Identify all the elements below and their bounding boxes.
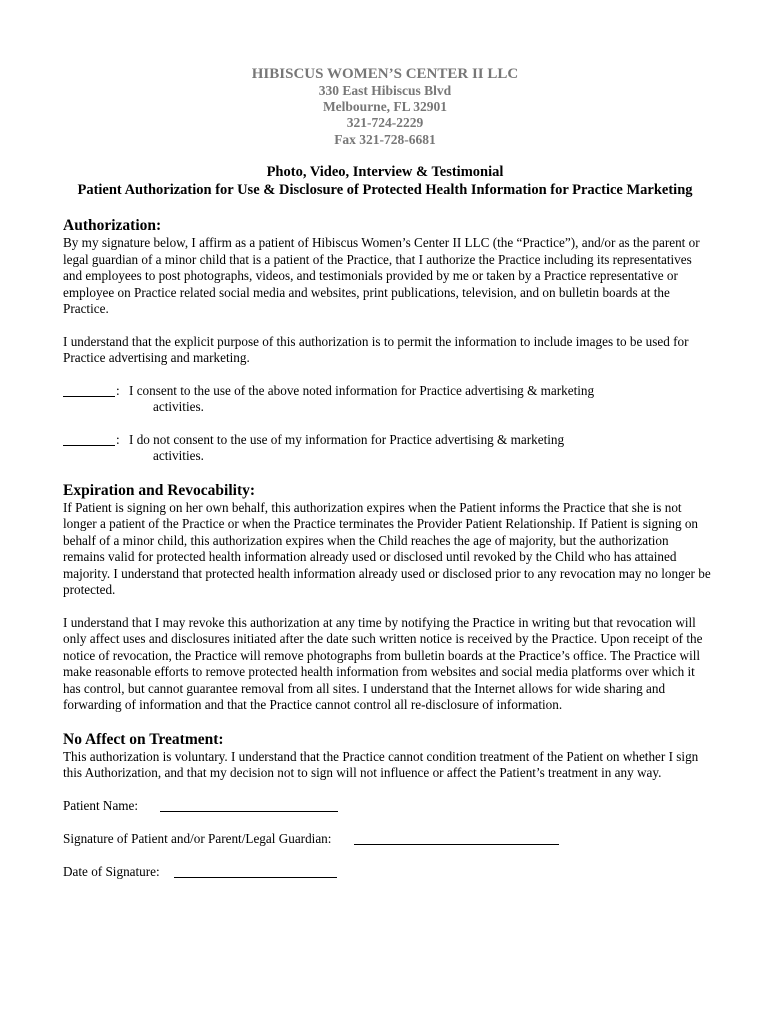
consent-text-line-2: activities. [153, 399, 204, 414]
expiration-paragraph-1: If Patient is signing on her own behalf, this authorization expires when the Patient informs the Practice that she is not longer a patient of the Practice or when the Practice terminates the Provider Patient Relationship. If Patient is signing on behalf of a minor child, this authorization expires when the Child reaches the age of majority, but the authorization remains valid for protected health information already used or disclosed until revoked by the Child who has attained majority. I understand that protected health information already used or disclosed prior to any revocation may no longer be protected. [63, 499, 711, 597]
signature-field[interactable] [354, 831, 559, 845]
authorization-paragraph-2: I understand that the explicit purpose of this authorization is to permit the information to include images to be used for Practice advertising and marketing. [63, 333, 689, 365]
address-line-2: Melbourne, FL 32901 [322, 99, 448, 115]
document-title [0, 163, 770, 199]
consent-option: : I consent to the use of the above noted information for Practice advertising & marketing activities. [63, 383, 713, 416]
expiration-paragraph-2: I understand that I may revoke this authorization at any time by notifying the Practice in writing but that revocation will only affect uses and disclosures initiated after the date such written notice is received by the Practice. Upon receipt of the notice of revocation, the Practice will remove photographs from bulletin boards at the Practice’s office. The Practice will make reasonable efforts to remove protected health information from websites and social media platforms over which it has control, but cannot guarantee removal from all sites. I understand that the Internet allows for wide sharing and forwarding of information and that the Practice cannot control all re-disclosure of information. [63, 614, 703, 712]
no-consent-initials-field[interactable] [63, 432, 115, 446]
document-body [63, 217, 713, 880]
authorization-paragraph-1: By my signature below, I affirm as a patient of Hibiscus Women’s Center II LLC (the “Practice”), and/or as the parent or legal guardian of a minor child that is a patient of the Practice, that I authorize the Practice including its representatives and employees to post photographs, videos, and testimonials provided by me or taken by a Practice representative or employee on Practice related social media and websites, print publications, television, and on bulletin boards at the Practice. [63, 235, 700, 316]
patient-name-row [63, 798, 713, 814]
patient-name-label: Patient Name: [63, 797, 139, 813]
no-consent-option: : I do not consent to the use of my information for Practice advertising & marketing activities. [63, 432, 713, 465]
date-field[interactable] [174, 864, 337, 878]
authorization-heading: Authorization: [63, 217, 162, 234]
phone-number: 321-724-2229 [346, 115, 424, 131]
signature-row [63, 831, 713, 847]
title-line-2: Patient Authorization for Use & Disclosure of Protected Health Information for Practice Marketing [77, 182, 693, 198]
no-consent-text-line-1: I do not consent to the use of my information for Practice advertising & marketing [129, 431, 565, 447]
practice-name: HIBISCUS WOMEN’S CENTER II LLC [251, 66, 519, 82]
consent-initials-field[interactable] [63, 383, 115, 397]
treatment-heading: No Affect on Treatment: [63, 730, 224, 748]
patient-name-field[interactable] [160, 798, 338, 812]
date-label: Date of Signature: [63, 863, 160, 879]
no-consent-text-line-2: activities. [153, 448, 204, 463]
signature-label: Signature of Patient and/or Parent/Legal Guardian: [63, 830, 332, 846]
title-line-1: Photo, Video, Interview & Testimonial [266, 164, 504, 180]
treatment-paragraph: This authorization is voluntary. I understand that the Practice cannot condition treatment of the Patient on whether I sign this Authorization, and that my decision not to sign will not influence or affect the Patient’s treatment in any way. [63, 748, 699, 780]
consent-text-line-1: I consent to the use of the above noted information for Practice advertising & marketing [129, 382, 595, 398]
fax-number: Fax 321-728-6681 [334, 131, 436, 147]
expiration-heading: Expiration and Revocability: [63, 481, 256, 499]
letterhead [0, 65, 770, 148]
address-line-1: 330 East Hibiscus Blvd [318, 83, 452, 98]
date-row [63, 864, 713, 880]
